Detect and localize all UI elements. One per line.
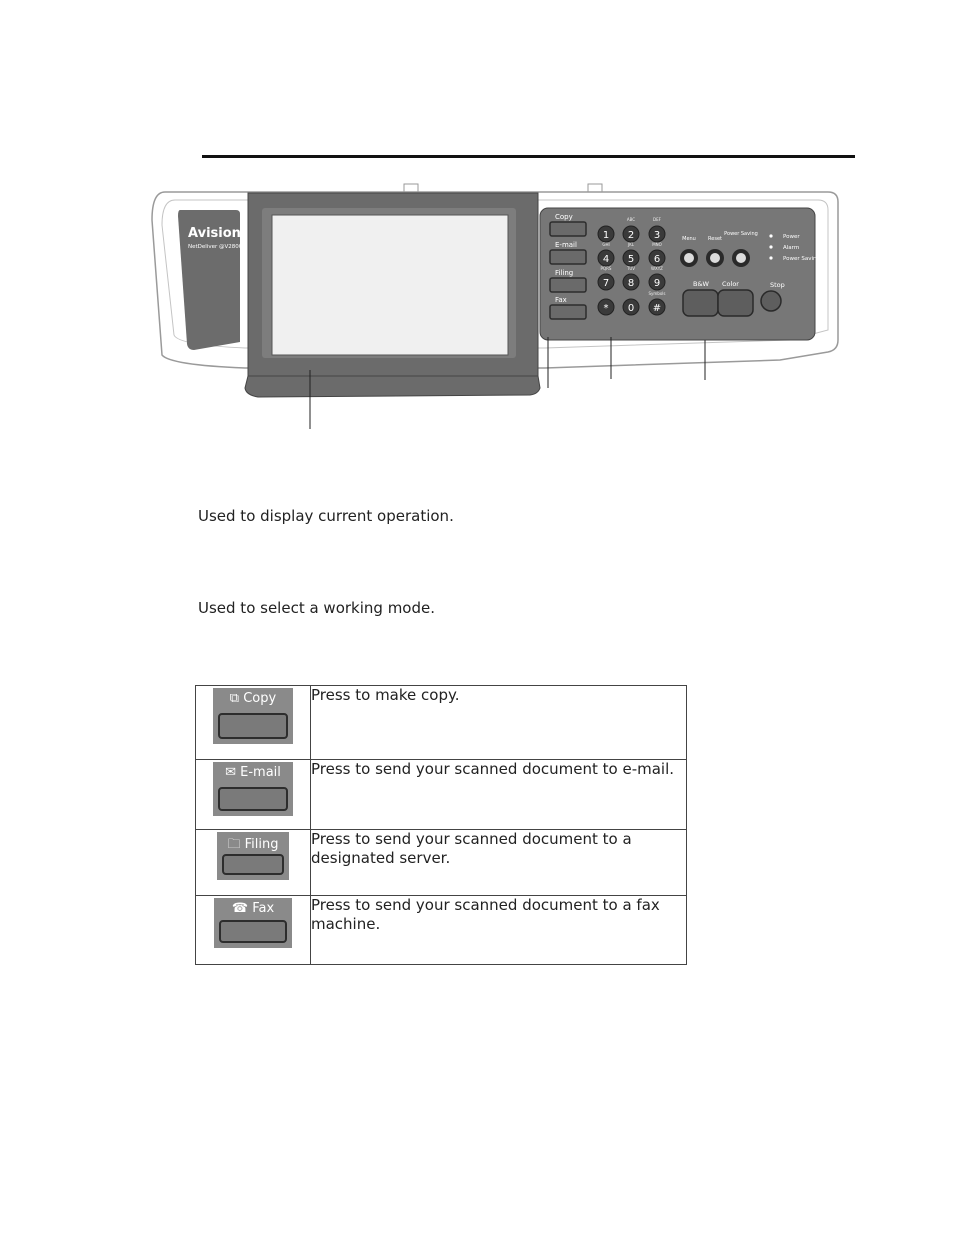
- svg-text:7: 7: [602, 278, 610, 289]
- power-saving-button[interactable]: [732, 249, 750, 267]
- email-button-image: ✉ E-mail: [213, 762, 293, 816]
- row-description: Press to make copy.: [311, 686, 687, 760]
- svg-text:Power Saving: Power Saving: [783, 256, 820, 262]
- svg-text:GHI: GHI: [602, 242, 610, 247]
- svg-text:Power: Power: [783, 234, 800, 240]
- header-rule: [202, 155, 855, 158]
- folder-icon: 🗀: [227, 837, 245, 852]
- svg-text:Reset: Reset: [708, 236, 722, 242]
- brand-model: NetDeliver @V2800: [188, 244, 243, 250]
- fax-icon: ☎: [231, 901, 253, 916]
- row-description: Press to send your scanned document to a fax machine.: [311, 896, 687, 965]
- svg-text:Color: Color: [722, 280, 739, 288]
- control-panel-figure: [150, 180, 850, 435]
- svg-text:Filing: Filing: [555, 269, 574, 277]
- svg-text:Power Saving: Power Saving: [724, 231, 758, 237]
- brand-logo: Avision: [188, 226, 241, 241]
- table-row: [196, 760, 687, 830]
- svg-text:WXYZ: WXYZ: [651, 266, 663, 271]
- svg-text:8: 8: [627, 278, 635, 289]
- svg-text:5: 5: [627, 254, 635, 265]
- row-description: Press to send your scanned document to e-mail.: [311, 760, 687, 830]
- svg-text:6: 6: [653, 254, 661, 265]
- display-caption: Used to display current operation.: [198, 507, 454, 525]
- svg-text:Symbols: Symbols: [648, 291, 666, 296]
- keypad-key[interactable]: [627, 217, 635, 222]
- svg-text:Fax: Fax: [555, 296, 567, 304]
- svg-text:9: 9: [653, 278, 661, 289]
- copy-button-image: ⧉ Copy: [213, 688, 293, 744]
- svg-text:ABC: ABC: [626, 217, 636, 222]
- row-description: Press to send your scanned document to a designated server.: [311, 830, 687, 896]
- svg-text:Alarm: Alarm: [783, 245, 800, 251]
- table-row: [196, 830, 687, 896]
- svg-text:Menu: Menu: [682, 236, 696, 242]
- reset-button[interactable]: [706, 249, 724, 267]
- email-icon: ✉: [225, 765, 241, 780]
- numeric-keypad: [598, 217, 665, 315]
- svg-text:4: 4: [602, 254, 610, 265]
- svg-text:B&W: B&W: [693, 280, 709, 288]
- svg-text:Copy: Copy: [555, 213, 573, 221]
- svg-text:1: 1: [602, 230, 610, 241]
- lcd-screen: [272, 215, 508, 355]
- svg-text:JKL: JKL: [627, 242, 635, 247]
- keypad-key[interactable]: [653, 217, 662, 222]
- bw-start-button[interactable]: [683, 290, 718, 316]
- table-row: [196, 686, 687, 760]
- svg-text:Stop: Stop: [770, 281, 785, 289]
- copy-icon: ⧉: [229, 691, 244, 706]
- fax-button-image: ☎ Fax: [214, 898, 292, 948]
- mode-button-table: [195, 685, 687, 965]
- svg-text:DEF: DEF: [653, 217, 661, 222]
- svg-text:3: 3: [653, 230, 661, 241]
- mode-caption: Used to select a working mode.: [198, 599, 436, 617]
- svg-text:0: 0: [627, 303, 635, 314]
- svg-text:*: *: [603, 303, 609, 314]
- stop-button[interactable]: [761, 291, 781, 311]
- svg-text:2: 2: [627, 230, 635, 241]
- svg-text:E-mail: E-mail: [555, 241, 577, 249]
- start-buttons: [683, 280, 785, 316]
- svg-text:#: #: [652, 303, 662, 314]
- svg-text:TUV: TUV: [626, 266, 636, 271]
- svg-text:PQRS: PQRS: [600, 266, 612, 271]
- menu-button[interactable]: [680, 249, 698, 267]
- svg-text:MNO: MNO: [652, 242, 662, 247]
- color-start-button[interactable]: [718, 290, 753, 316]
- table-row: [196, 896, 687, 965]
- filing-button-image: 🗀 Filing: [217, 832, 289, 880]
